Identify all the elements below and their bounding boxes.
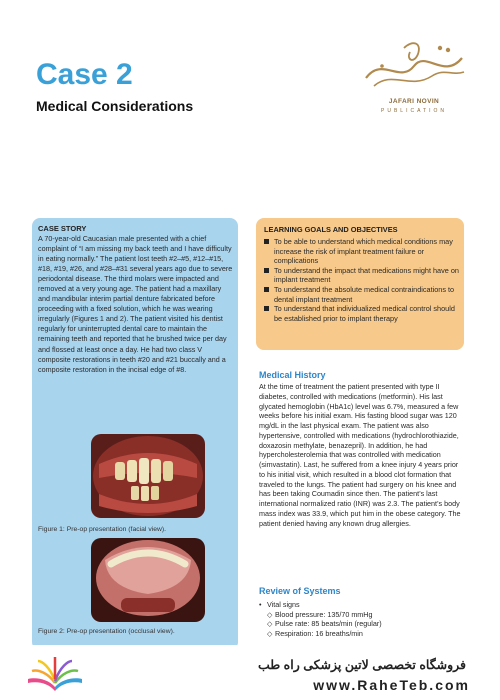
vital-signs-label: • Vital signs — [259, 600, 465, 610]
list-item — [264, 237, 460, 266]
bullet-square-icon — [264, 287, 269, 292]
list-item — [259, 619, 465, 629]
logo-publication: PUBLICATION — [381, 108, 447, 114]
publisher-logo — [352, 36, 476, 120]
vital-sign-text: Respiration: 16 breaths/min — [275, 628, 363, 638]
footer-watermark — [0, 645, 500, 700]
vital-sign-text: Blood pressure: 135/70 mmHg — [275, 609, 373, 619]
goal-text: To be able to understand which medical conditions may increase the risk of implant treatment failure or complications — [274, 237, 453, 266]
learning-goals-heading: LEARNING GOALS AND OBJECTIVES — [264, 225, 398, 234]
open-book-logo-icon — [26, 653, 84, 693]
goal-text: To understand the impact that medications might have on implant treatment — [274, 265, 459, 285]
footer-url-link[interactable]: www.RaheTeb.com — [313, 677, 470, 693]
list-item — [264, 266, 460, 285]
goal-text: To understand that individualized medical control should be established prior to implant therapy — [274, 304, 455, 323]
learning-goals-panel — [256, 218, 464, 350]
medical-history-heading: Medical History — [259, 370, 326, 380]
list-item — [264, 285, 460, 304]
case-story-panel — [32, 218, 238, 650]
review-of-systems-list — [259, 600, 465, 638]
diamond-bullet-icon: ◇ — [267, 609, 273, 619]
list-item — [259, 629, 465, 639]
diamond-bullet-icon: ◇ — [267, 628, 273, 638]
diamond-bullet-icon: ◇ — [267, 619, 273, 629]
chapter-subtitle: Medical Considerations — [36, 98, 194, 114]
calligraphy-logo-icon — [352, 36, 476, 96]
figure-2-caption: Figure 2: Pre-op presentation (occlusal view). — [38, 628, 175, 635]
list-item — [259, 610, 465, 620]
bullet-square-icon — [264, 268, 269, 273]
case-title: Case 2 — [36, 58, 133, 91]
footer-persian-text: فروشگاه تخصصی لاتین پزشکی راه طب — [257, 658, 466, 672]
vital-sign-text: Pulse rate: 85 beats/min (regular) — [275, 619, 382, 629]
case-story-text: A 70-year-old Caucasian male presented with a chief complaint of “I am missing my back teeth and I have difficulty in eating normally.” The patient lost teeth #2–#5, #12–#15, #18, #19, #26, and #28–#31 several years ago due to severe periodontal disease. The third molars were impacted and removed at a very young age. The patient had a maxillary and mandibular interim partial denture fabricated before proceeding with a fixed solution, which he was wearing irregularly (Figures 1 and 2). The patient visited his dentist regularly for uninterrupted dental care to maintain the remaining teeth and reported that he brushed twice per day and flossed at least once a day. He had two class V composite restorations in teeth #20 and #21 buccally and a composite restoration in the incisal edge of #8. — [38, 234, 233, 374]
learning-goals-list — [264, 237, 460, 323]
bullet-square-icon — [264, 306, 269, 311]
review-of-systems-heading: Review of Systems — [259, 586, 341, 596]
logo-name: JAFARI NOVIN — [388, 98, 440, 105]
figure-2-occlusal-photo — [91, 538, 205, 622]
goal-text: To understand the absolute medical contraindications to dental implant treatment — [274, 284, 455, 304]
list-item — [264, 304, 460, 323]
figure-1-caption: Figure 1: Pre-op presentation (facial view). — [38, 526, 167, 533]
medical-history-text: At the time of treatment the patient presented with type II diabetes, controlled with medications (metformin). His last glycated hemoglobin (HbA1c) level was 6.7%, measured a few weeks before his initial exam. His fasting blood sugar was 120 mg/dL in the last physical exam. The patient was also hypertensive, controlled with medications (hydrochlorothiazide, doxazosin methylate, benazepril). In addition, he had hypercholesterolemia that was controlled with medication (simvastatin). Last, he suffered from a knee injury 4 years prior to his initial visit, which resulted in a blood clot formation that traveled to the lungs. The patient had surgery on his knee and has been taking Coumadin since then. The patient’s last international normalized ratio (INR) was 2.3. The patient’s body mass index was 33.9, which put him in the obese category. The patient denied having any known drug allergies. — [259, 382, 461, 528]
bullet-square-icon — [264, 239, 269, 244]
case-story-heading: CASE STORY — [38, 224, 87, 233]
figure-1-facial-photo — [91, 434, 205, 518]
